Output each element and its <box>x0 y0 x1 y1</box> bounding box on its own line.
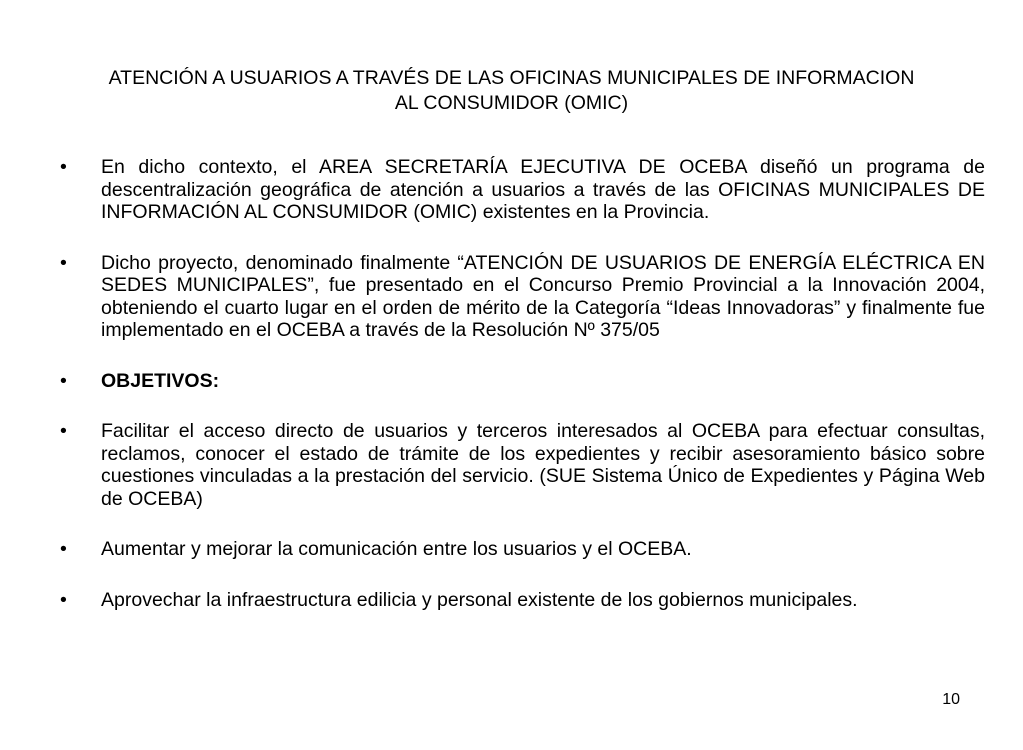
bullet-icon: • <box>60 369 67 392</box>
bullet-text: OBJETIVOS: <box>101 369 220 392</box>
bullet-item-objective-infrastructure <box>60 589 985 612</box>
bullet-list <box>60 156 985 639</box>
bullet-item-objectives-heading <box>60 370 985 393</box>
bullet-icon: • <box>60 538 67 560</box>
slide-title <box>40 66 983 116</box>
bullet-icon: • <box>60 588 67 611</box>
bullet-item-project <box>60 252 985 342</box>
bullet-item-objective-access <box>60 420 985 510</box>
slide-title-line-2: AL CONSUMIDOR (OMIC) <box>394 92 629 114</box>
bullet-icon: • <box>60 420 67 442</box>
bullet-text: Dicho proyecto, denominado finalmente “ATENCIÓN DE USUARIOS DE ENERGÍA ELÉCTRICA EN SEDES MUNICIPALES”, fue presentado en el Concurso Premio Provincial a la Innovación 2004, obteniendo el cuarto lugar en el orden de mérito de la Categoría “Ideas Innovadoras” y finalmente fue implementado en el OCEBA a través de la Resolución Nº 375/05 <box>101 251 985 341</box>
page-number: 10 <box>942 691 960 708</box>
bullet-item-objective-communication <box>60 538 985 561</box>
slide-title-line-1: ATENCIÓN A USUARIOS A TRAVÉS DE LAS OFICINAS MUNICIPALES DE INFORMACION <box>108 67 915 89</box>
bullet-text: En dicho contexto, el AREA SECRETARÍA EJECUTIVA DE OCEBA diseñó un programa de descentralización geográfica de atención a usuarios a través de las OFICINAS MUNICIPALES DE INFORMACIÓN AL CONSUMIDOR (OMIC) existentes en la Provincia. <box>101 156 985 223</box>
bullet-icon: • <box>60 251 67 274</box>
bullet-icon: • <box>60 156 67 178</box>
bullet-text: Facilitar el acceso directo de usuarios y terceros interesados al OCEBA para efectuar consultas, reclamos, conocer el estado de trámite de los expedientes y recibir asesoramiento básico sobre cuestiones vinculadas a la prestación del servicio. (SUE Sistema Único de Expedientes y Página Web de OCEBA) <box>101 420 985 510</box>
bullet-item-context <box>60 156 985 224</box>
bullet-text: Aprovechar la infraestructura edilicia y personal existente de los gobiernos municipales. <box>101 588 858 611</box>
bullet-text: Aumentar y mejorar la comunicación entre los usuarios y el OCEBA. <box>101 538 692 560</box>
